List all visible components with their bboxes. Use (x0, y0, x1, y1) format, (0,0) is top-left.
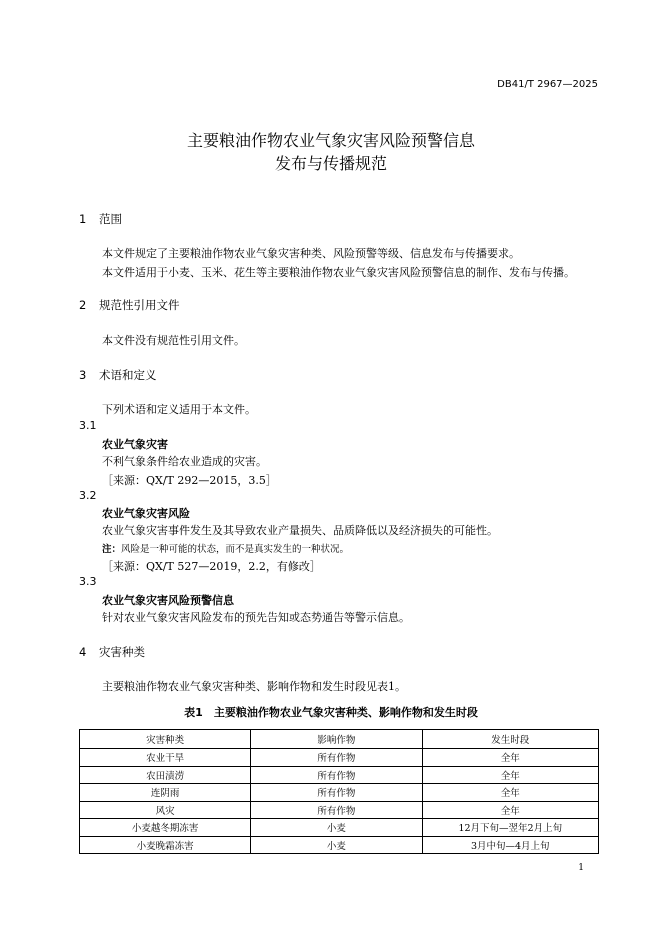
table-cell: 农田渍涝 (80, 766, 251, 784)
standard-number: DB41/T 2967—2025 (497, 79, 598, 90)
table-caption: 表1 主要粮油作物农业气象灾害种类、影响作物和发生时段 (184, 706, 478, 719)
term-number: 3.1 (79, 419, 97, 432)
table-cell: 小麦越冬期冻害 (80, 819, 251, 837)
table-cell: 所有作物 (251, 749, 422, 767)
term-name: 农业气象灾害 (102, 438, 168, 451)
section-heading-disaster-types (79, 644, 145, 660)
table-cell: 小麦 (251, 819, 422, 837)
table-cell: 3月中旬—4月上旬 (422, 836, 598, 854)
section-number: 1 (79, 212, 87, 226)
table-cell: 全年 (422, 801, 598, 819)
term-number: 3.2 (79, 489, 97, 502)
page-number: 1 (578, 863, 584, 873)
section-number: 4 (79, 645, 87, 659)
document-title-line1: 主要粮油作物农业气象灾害风险预警信息 (186, 131, 475, 150)
table-header-cell: 发生时段 (422, 730, 598, 749)
table-header-cell: 灾害种类 (80, 730, 251, 749)
table-cell: 全年 (422, 784, 598, 802)
table-cell: 所有作物 (251, 784, 422, 802)
term-definition: 不利气象条件给农业造成的灾害。 (102, 455, 267, 468)
term-definition: 针对农业气象灾害风险发布的预先告知或态势通告等警示信息。 (102, 611, 410, 624)
table-row (80, 766, 599, 784)
table-header-cell: 影响作物 (251, 730, 422, 749)
table-cell: 风灾 (80, 801, 251, 819)
table-row (80, 784, 599, 802)
table-cell: 农业干旱 (80, 749, 251, 767)
section-number: 3 (79, 368, 87, 382)
note-text: 风险是一种可能的状态，而不是真实发生的一种状况。 (121, 544, 350, 555)
section-heading-scope (79, 211, 122, 227)
section-number: 2 (79, 298, 87, 312)
term-note (102, 541, 349, 555)
section-heading-terms (79, 367, 157, 383)
table-row (80, 801, 599, 819)
paragraph: 主要粮油作物农业气象灾害种类、影响作物和发生时段见表1。 (102, 680, 406, 693)
table-row (80, 836, 599, 854)
table-cell: 全年 (422, 766, 598, 784)
term-name: 农业气象灾害风险 (102, 507, 190, 520)
paragraph: 本文件规定了主要粮油作物农业气象灾害种类、风险预警等级、信息发布与传播要求。 (102, 247, 520, 260)
section-title: 灾害种类 (99, 645, 145, 659)
table-row (80, 819, 599, 837)
table-header-row (80, 730, 599, 749)
table-cell: 12月下旬—翌年2月上旬 (422, 819, 598, 837)
table-cell: 连阴雨 (80, 784, 251, 802)
note-label: 注： (102, 544, 122, 555)
table-cell: 小麦晚霜冻害 (80, 836, 251, 854)
section-title: 术语和定义 (99, 368, 157, 382)
table-cell: 小麦 (251, 836, 422, 854)
disaster-table (79, 729, 599, 854)
term-definition: 农业气象灾害事件发生及其导致农业产量损失、品质降低以及经济损失的可能性。 (102, 524, 498, 537)
term-number: 3.3 (79, 575, 97, 588)
table-cell: 所有作物 (251, 801, 422, 819)
section-heading-normative-references (79, 297, 180, 313)
table-cell: 所有作物 (251, 766, 422, 784)
table-row (80, 749, 599, 767)
paragraph: 下列术语和定义适用于本文件。 (102, 403, 256, 416)
term-name: 农业气象灾害风险预警信息 (102, 594, 234, 607)
paragraph: 本文件没有规范性引用文件。 (102, 334, 245, 347)
paragraph: 本文件适用于小麦、玉米、花生等主要粮油作物农业气象灾害风险预警信息的制作、发布与传播。 (102, 266, 575, 279)
document-title-line2: 发布与传播规范 (274, 154, 387, 173)
section-title: 范围 (99, 212, 122, 226)
section-title: 规范性引用文件 (99, 298, 180, 312)
table-cell: 全年 (422, 749, 598, 767)
term-source: ［来源：QX/T 292—2015，3.5］ (102, 474, 277, 487)
term-source: ［来源：QX/T 527—2019，2.2，有修改］ (102, 560, 321, 573)
